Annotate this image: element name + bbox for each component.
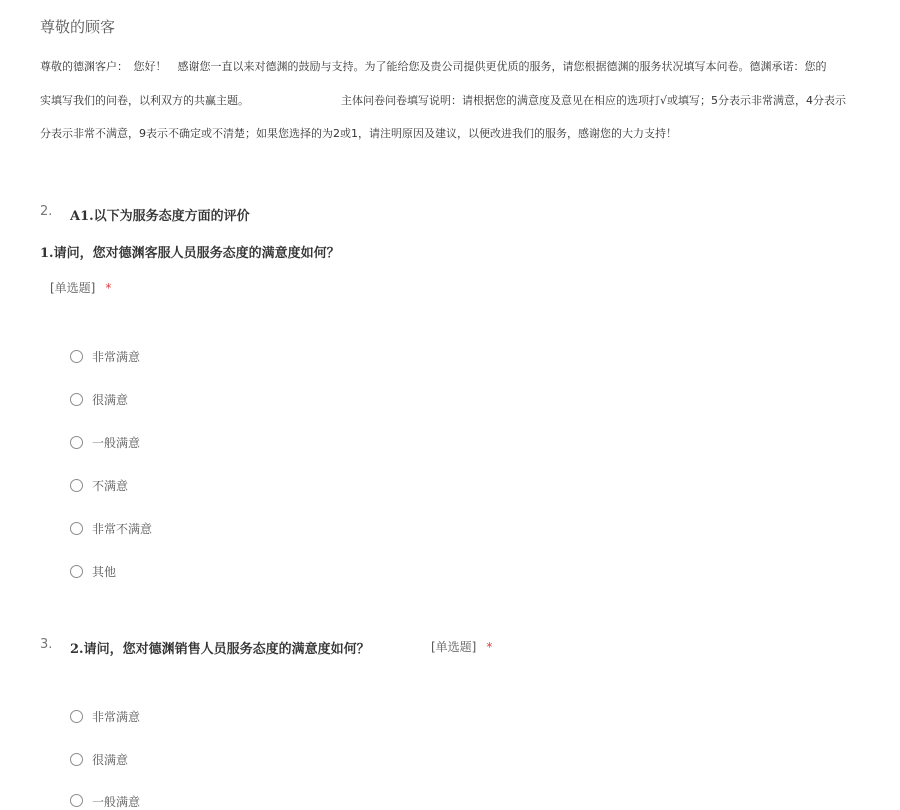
q1-option-other[interactable]: [70, 562, 116, 580]
intro-line-1: 尊敬的德渊客户： 您好！ 感谢您一直以来对德渊的鼓励与支持。为了能给您及贵公司提供更优质的服务，请您根据德渊的服务状况填写本问卷。德渊承诺：您的: [40, 60, 827, 73]
radio-button[interactable]: [70, 565, 83, 578]
question-type-label: [单选题]: [431, 640, 477, 654]
q2-option-satisfied[interactable]: [70, 750, 128, 768]
required-marker: *: [105, 281, 112, 295]
q1-option-very-dissatisfied[interactable]: [70, 519, 152, 537]
option-label: 其他: [92, 564, 117, 579]
question-1-title: 1.请问，您对德渊客服人员服务态度的满意度如何？: [40, 246, 340, 261]
radio-button[interactable]: [70, 753, 83, 766]
q1-option-very-satisfied[interactable]: [70, 347, 140, 365]
q1-option-dissatisfied[interactable]: [70, 476, 128, 494]
option-label: 一般满意: [92, 795, 141, 809]
question-2-type: [431, 638, 492, 655]
section-number: 2.: [40, 204, 53, 219]
survey-greeting: 尊敬的顾客: [40, 18, 116, 36]
option-label: 很满意: [92, 392, 129, 407]
radio-button[interactable]: [70, 522, 83, 535]
q2-option-very-satisfied[interactable]: [70, 707, 140, 725]
question-1-type: [50, 279, 111, 296]
required-marker: *: [486, 640, 493, 654]
option-label: 一般满意: [92, 435, 141, 450]
intro-line-2-left: 实填写我们的问卷，以利双方的共赢主题。: [40, 94, 249, 107]
intro-line-3: 分表示非常不满意，9表示不确定或不清楚；如果您选择的为2或1，请注明原因及建议，以便改进我们的服务，感谢您的大力支持！: [40, 127, 677, 140]
question-2-title: 2.请问，您对德渊销售人员服务态度的满意度如何？: [70, 642, 370, 657]
radio-button[interactable]: [70, 479, 83, 492]
radio-button[interactable]: [70, 436, 83, 449]
radio-button[interactable]: [70, 393, 83, 406]
radio-button[interactable]: [70, 350, 83, 363]
intro-line-2-right: 主体问卷问卷填写说明：请根据您的满意度及意见在相应的选项打√或填写；5分表示非常满意，4分表示: [341, 94, 847, 107]
q1-option-neutral[interactable]: [70, 433, 140, 451]
section-title: A1.以下为服务态度方面的评价: [70, 209, 250, 224]
option-label: 不满意: [92, 478, 129, 493]
option-label: 非常满意: [92, 709, 141, 724]
question-type-label: [单选题]: [50, 281, 96, 295]
radio-button[interactable]: [70, 710, 83, 723]
q2-option-neutral[interactable]: [70, 782, 141, 809]
option-label: 非常不满意: [92, 521, 153, 536]
intro-line-2: [40, 92, 846, 108]
option-label: 很满意: [92, 752, 129, 767]
q1-option-satisfied[interactable]: [70, 390, 128, 408]
radio-button[interactable]: [70, 794, 83, 807]
question-2-number: 3.: [40, 637, 53, 652]
option-label: 非常满意: [92, 349, 141, 364]
